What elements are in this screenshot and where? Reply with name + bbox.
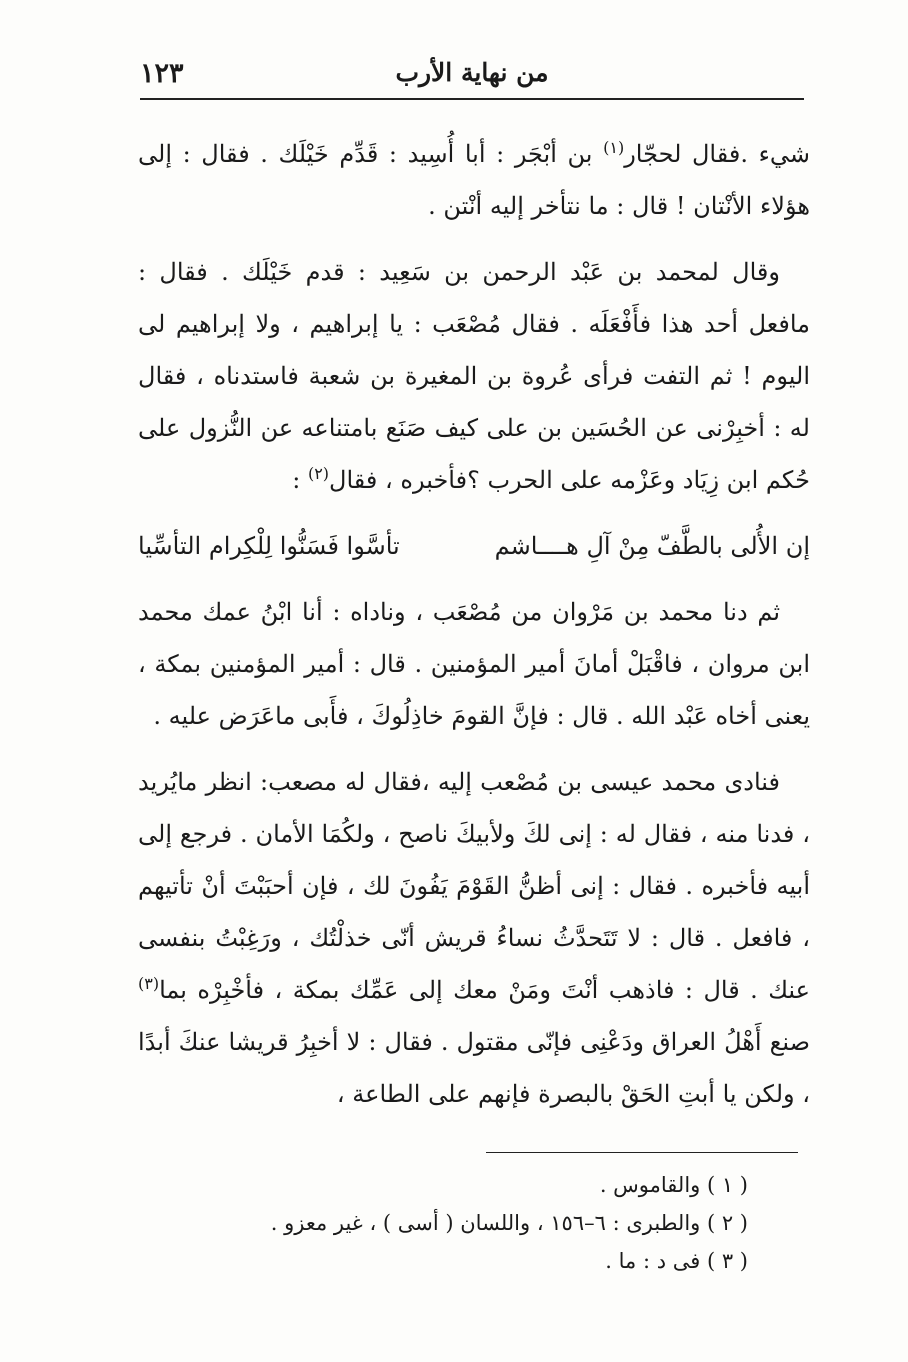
paragraph-3 bbox=[138, 586, 810, 742]
paragraph-4 bbox=[138, 756, 810, 1120]
text-line: على حُكم ابن زِيَاد وعَزْمه على الحرب ؟فأخبره ، فقال bbox=[138, 414, 810, 494]
verse-first-hemistich: إن الأُلى بالطَّفّ مِنْ آلِ هــــاشم bbox=[494, 532, 810, 560]
text-line: فنادى محمد عيسى بن مُصْعب إليه ،فقال له مصعب: انظر مايُريد ، bbox=[138, 768, 810, 848]
text-line: ابن مروان ، فاقْبَلْ أمانَ أمير المؤمنين . قال : أمير المؤمنين بمكة ، bbox=[138, 650, 810, 678]
text-line: فقال له : أخبِرْنى عن الحُسَين بن على كيف صَنَع بامتناعه عن النُّزول bbox=[138, 362, 810, 442]
paragraph-1 bbox=[138, 128, 810, 232]
text-line: صنع أَهْلُ العراق ودَعْنِى فإنّى مقتول . فقال : لا أخبِرُ bbox=[296, 1028, 810, 1056]
text-line: بن أبْجَر : أبا أُسِيد : قَدِّم خَيْلَك . فقال : bbox=[182, 140, 593, 168]
text-line: قريشا عنكَ أبدًا ، ولكن يا أبتِ الحَقْ بالبصرة فإنهم على الطاعة ، bbox=[138, 1028, 810, 1108]
text-line: يعنى أخاه عَبْد الله . قال : فإنَّ القومَ خاذِلُوكَ ، فأَبى ماعَرَض عليه . bbox=[153, 702, 810, 730]
header-rule bbox=[140, 98, 804, 100]
text-line: ثم دنا محمد بن مَرْوان من مُصْعَب ، وناداه : أنا ابْنُ عمك محمد bbox=[138, 598, 780, 626]
footnote-reference: (١) bbox=[603, 138, 625, 157]
footnote-2: ( ٢ ) والطبرى : ٦–١٥٦ ، واللسان ( أسى ) ، غير معزو . bbox=[270, 1211, 748, 1235]
paragraph-2 bbox=[138, 246, 810, 506]
page-number: ١٢٣ bbox=[140, 58, 184, 89]
text-line: شيء .فقال لحجّار bbox=[624, 140, 810, 168]
footnote-1: ( ١ ) والقاموس . bbox=[599, 1173, 748, 1197]
text-line: ورَغِبْتُ بنفسى عنك . قال : فاذهب أنْتَ ومَنْ معك إلى عَمِّك بمكة ، bbox=[138, 924, 810, 1004]
footnote-3: ( ٣ ) فى د : ما . bbox=[605, 1249, 748, 1273]
text-line: لى اليوم ! ثم التفت فرأى عُروة بن المغيرة بن شعبة فاستدناه ، bbox=[138, 310, 810, 390]
text-line: مافعل أحد هذا فأَفْعَلَه . فقال مُصْعَب : يا إبراهيم ، ولا إبراهيم bbox=[175, 310, 810, 338]
verse-second-hemistich: تأسَّوا فَسَنُّوا لِلْكِرام التأسِّيا bbox=[138, 532, 400, 560]
footnote-reference: (٣) bbox=[138, 974, 160, 993]
page-header bbox=[140, 54, 804, 94]
footnotes bbox=[160, 1166, 748, 1280]
text-line: أنْ تأتيهم ، فافعل . قال : لا تَتَحدَّثُ نساءُ قريش أنّى خذلْتُك ، bbox=[138, 872, 810, 952]
poem-verse bbox=[138, 520, 810, 572]
text-line: فأخْبِرْه بما bbox=[159, 976, 265, 1004]
footnote-rule bbox=[486, 1152, 798, 1153]
text-line: وقال لمحمد بن عَبْد الرحمن بن سَعِيد : قدم خَيْلَك . فقال : bbox=[138, 258, 780, 286]
footnote-reference: (٢) bbox=[307, 464, 330, 483]
main-text bbox=[138, 128, 810, 1120]
text-line: إلى أبيه فأخبره . فقال : إنى أظنُّ القَوْمَ يَفُونَ لك ، فإن أحبَبْتَ bbox=[138, 820, 810, 900]
text-line: إلى هؤلاء الأنْتان ! قال : ما نتأخر إليه أنْتن . bbox=[138, 140, 810, 220]
text-line: فدنا منه ، فقال له : إنى لكَ ولأبيكَ ناصح ، ولكُمَا الأمان . فرجع bbox=[179, 820, 795, 848]
text-line: : bbox=[292, 466, 301, 494]
running-title: من نهاية الأرب bbox=[395, 58, 549, 87]
